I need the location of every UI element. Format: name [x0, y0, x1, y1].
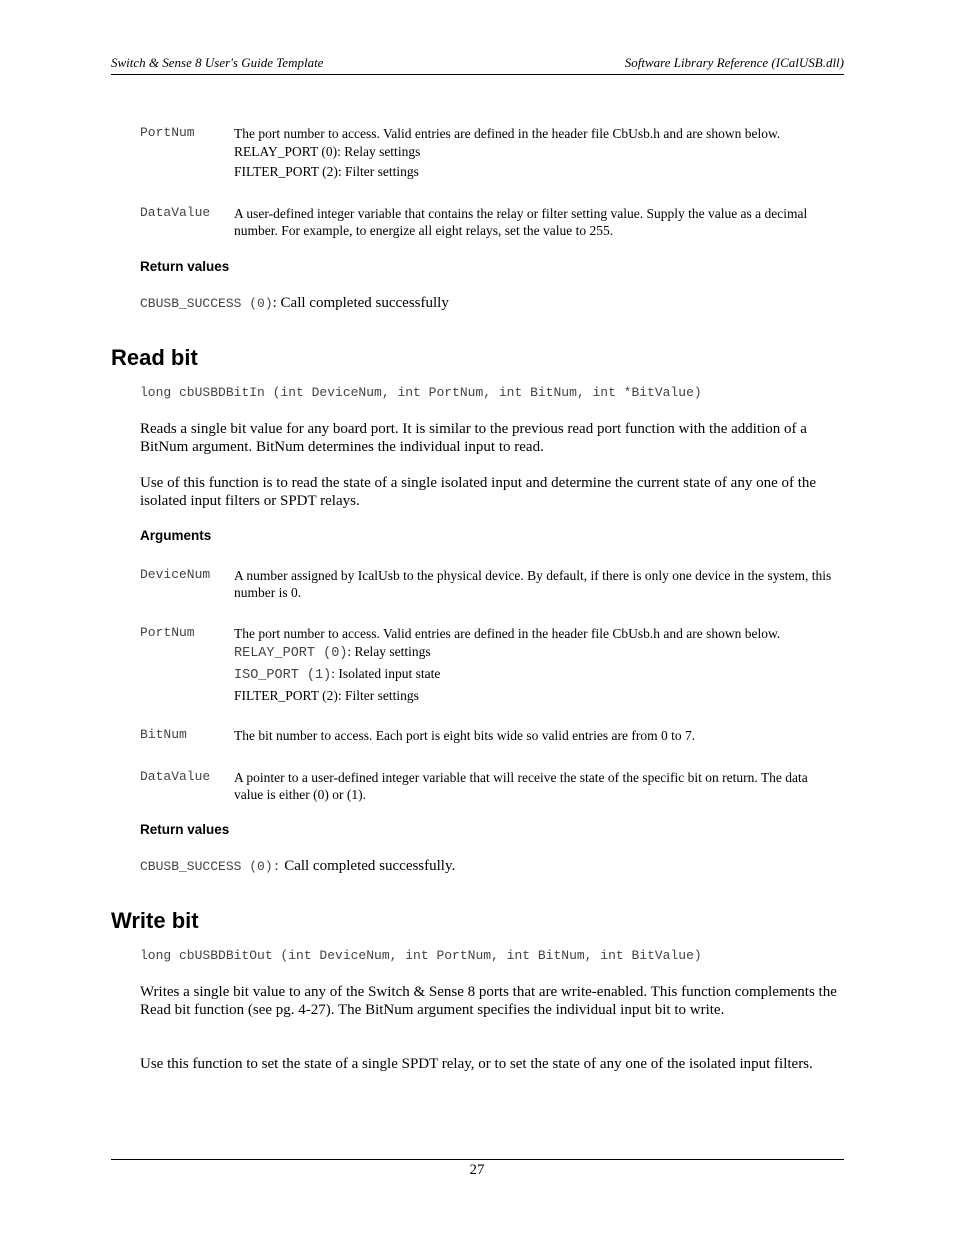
- return-text: Call completed successfully.: [280, 858, 456, 874]
- footer-divider: [111, 1159, 844, 1160]
- paragraph: Use this function to set the state of a single SPDT relay, or to set the state of any one of the isolated input filters.: [140, 1056, 813, 1072]
- arg-description: A number assigned by IcalUsb to the physical device. By default, if there is only one device in the system, this number is 0.: [234, 568, 832, 600]
- arg-description: A user-defined integer variable that contains the relay or filter setting value. Supply the value as a decimal number. For example, to energize all eight relays, set the value to 255.: [234, 206, 808, 238]
- arg-description: The port number to access. Valid entries are defined in the header file CbUsb.h and are shown below. RELAY_PORT (0): Relay settings FILTER_PORT (2): Filter settings: [234, 126, 781, 179]
- paragraph: Reads a single bit value for any board port. It is similar to the previous read port function with the addition of a BitNum argument. BitNum determines the individual input to read.: [140, 421, 807, 455]
- page-number: 27: [469, 1162, 485, 1178]
- return-text: : Call completed successfully: [272, 295, 449, 311]
- arg-description: The port number to access. Valid entries are defined in the header file CbUsb.h and are shown below. RELAY_PORT (0): Relay settings ISO_PORT (1): Isolated input state FILTER_PORT (2): Filter settings: [234, 626, 781, 703]
- function-signature: long cbUSBDBitOut (int DeviceNum, int PortNum, int BitNum, int BitValue): [140, 948, 702, 963]
- relay-port-code: RELAY_PORT (0): [234, 646, 348, 661]
- arguments-heading: Arguments: [140, 528, 212, 543]
- return-value-line: [140, 295, 449, 312]
- arg-name: PortNum: [140, 125, 195, 140]
- arg-name: DeviceNum: [140, 567, 211, 582]
- return-value-line: [140, 858, 455, 875]
- section-title-read-bit: Read bit: [111, 345, 198, 370]
- arg-description: A pointer to a user-defined integer variable that will receive the state of the specific bit on return. The data value is either (0) or (1).: [234, 770, 808, 802]
- arg-name: BitNum: [140, 727, 187, 742]
- header-doc-title: Switch & Sense 8 User's Guide Template: [111, 55, 324, 70]
- paragraph: Writes a single bit value to any of the Switch & Sense 8 ports that are write-enabled. This function complements the Read bit function (see pg. 4-27). The BitNum argument specifies the individual input bit to write.: [140, 984, 837, 1018]
- section-title-write-bit: Write bit: [111, 908, 199, 933]
- return-values-heading: Return values: [140, 259, 230, 274]
- arg-name: DataValue: [140, 205, 211, 220]
- page-header: [111, 55, 844, 75]
- arg-name: PortNum: [140, 625, 195, 640]
- return-code: CBUSB_SUCCESS (0): [140, 296, 273, 311]
- arg-description: The bit number to access. Each port is eight bits wide so valid entries are from 0 to 7.: [234, 728, 696, 743]
- return-values-heading: Return values: [140, 822, 230, 837]
- header-section-title: Software Library Reference (ICalUSB.dll): [624, 55, 844, 70]
- paragraph: Use of this function is to read the state of a single isolated input and determine the current state of any one of the isolated input filters or SPDT relays.: [140, 475, 817, 509]
- return-code: CBUSB_SUCCESS (0):: [140, 859, 281, 874]
- arg-name: DataValue: [140, 769, 211, 784]
- function-signature: long cbUSBDBitIn (int DeviceNum, int PortNum, int BitNum, int *BitValue): [140, 385, 702, 400]
- iso-port-code: ISO_PORT (1): [234, 668, 332, 683]
